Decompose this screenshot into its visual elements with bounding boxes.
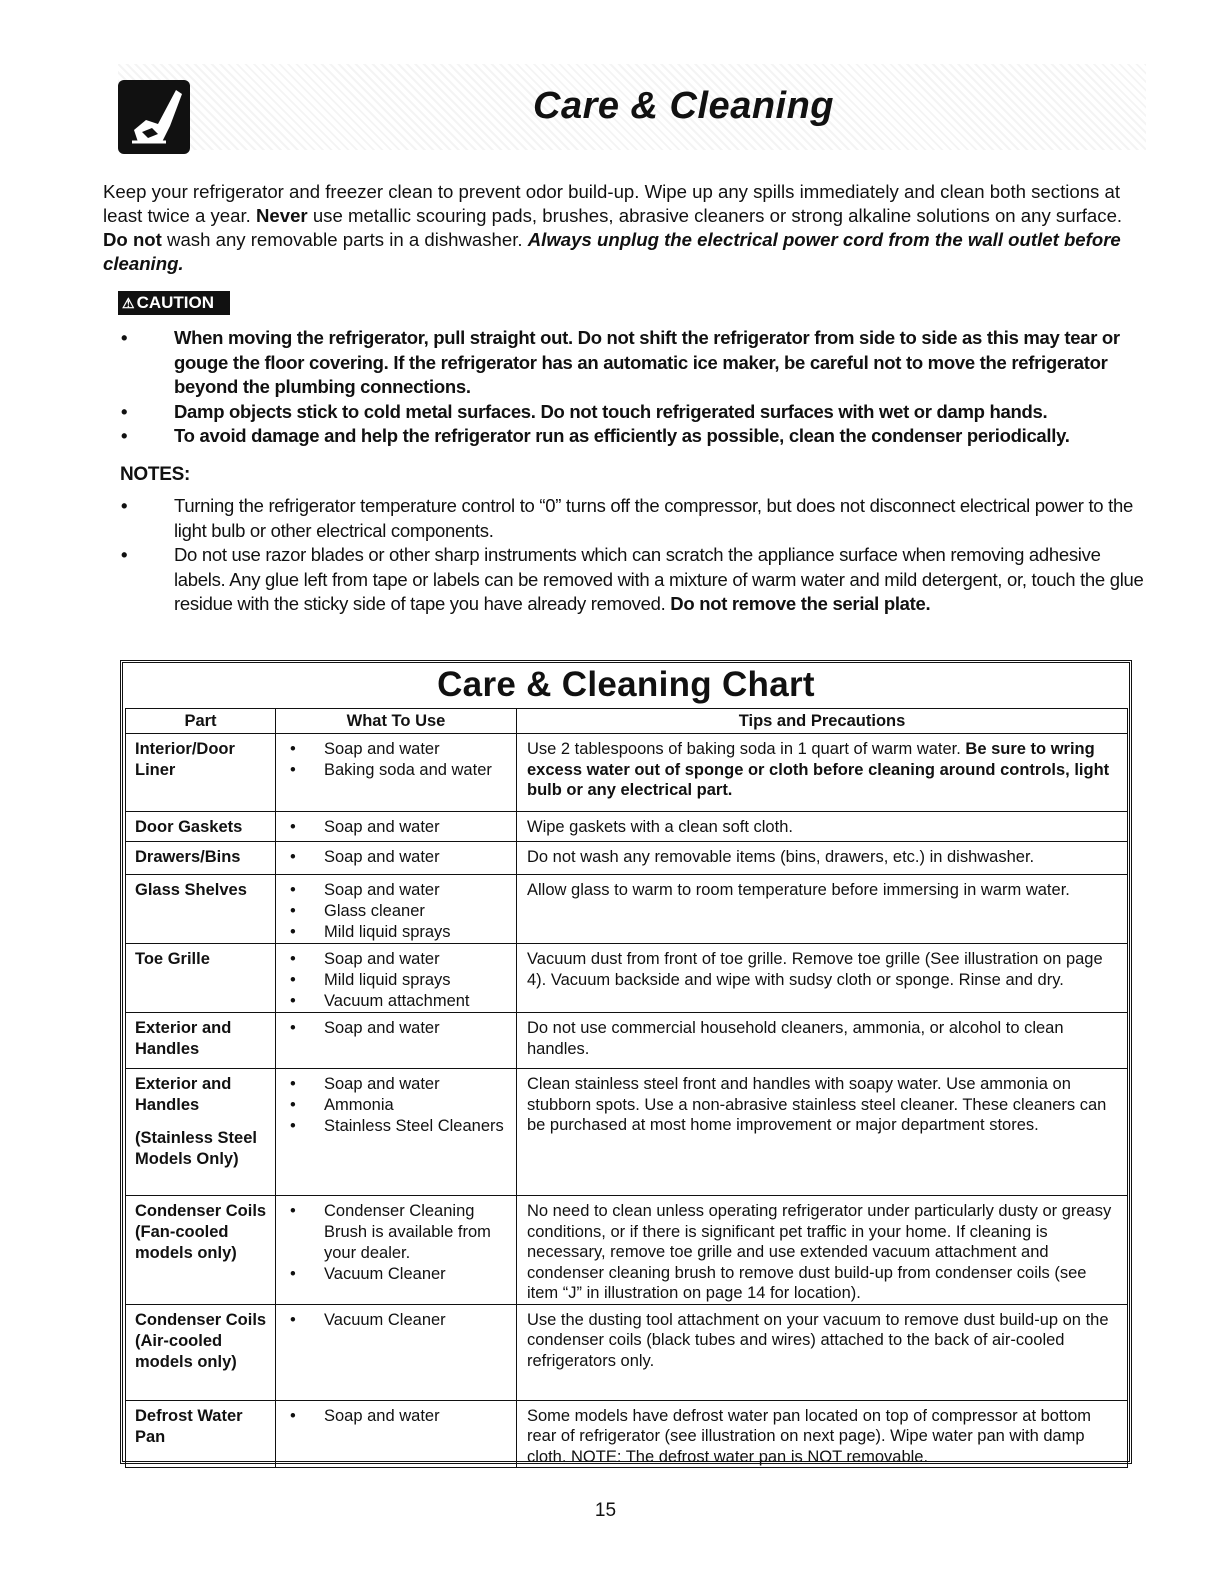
part-cell: Door Gaskets xyxy=(126,812,276,842)
caution-badge: ⚠ CAUTION xyxy=(118,291,230,315)
part-cell: Defrost Water Pan xyxy=(126,1400,276,1468)
tips-cell: Use the dusting tool attachment on your vacuum to remove dust build-up on the condenser coils (black tubes and wires) attached to the back of air-cooled refrigerators only. xyxy=(517,1304,1128,1400)
table-row xyxy=(126,1069,1128,1196)
caution-item: • When moving the refrigerator, pull straight out. Do not shift the refrigerator from side to side as this may tear or gouge the floor covering. If the refrigerator has an automatic ice maker, be careful not to move the refrigerator beyond the plumbing connections. xyxy=(121,327,1120,397)
table-row xyxy=(126,1400,1128,1468)
tips-cell: Do not wash any removable items (bins, drawers, etc.) in dishwasher. xyxy=(517,842,1128,875)
care-cleaning-table xyxy=(125,708,1128,1468)
page-number: 15 xyxy=(594,1500,617,1521)
table-row xyxy=(126,1196,1128,1305)
table-row xyxy=(126,812,1128,842)
note-item: • Do not use razor blades or other sharp instruments which can scratch the appliance surface when removing adhesive labels. Any glue left from tape or labels can be removed with a mixture of warm water and mild detergent, or, touch the glue residue with the sticky side of tape you have already removed. Do not remove the serial plate. xyxy=(121,544,1144,614)
table-row xyxy=(126,1013,1128,1069)
tips-cell: No need to clean unless operating refrigerator under particularly dusty or greasy conditions, or if there is significant pet traffic in your home. If cleaning is necessary, remove toe grille and use extended vacuum attachment and condenser cleaning brush to remove dust build-up from condenser coils (see item “J” in illustration on page 14 for location). xyxy=(517,1196,1128,1305)
what-to-use-cell: • Vacuum Cleaner xyxy=(276,1304,517,1400)
tips-cell: Do not use commercial household cleaners, ammonia, or alcohol to clean handles. xyxy=(517,1013,1128,1069)
tips-cell: Some models have defrost water pan located on top of compressor at bottom rear of refrigerator (see illustration on next page). Wipe water pan with damp cloth. NOTE: The defrost water pan is NOT removable. xyxy=(517,1400,1128,1468)
part-cell: Drawers/Bins xyxy=(126,842,276,875)
tips-cell: Use 2 tablespoons of baking soda in 1 quart of warm water. Be sure to wring excess water out of sponge or cloth before cleaning around controls, light bulb or any electrical part. xyxy=(517,734,1128,812)
intro-paragraph: Keep your refrigerator and freezer clean to prevent odor build-up. Wipe up any spills immediately and clean both sections at least twice a year. Never use metallic scouring pads, brushes, abrasive cleaners or strong alkaline solutions on any surface. Do not wash any removable parts in a dishwasher. Always unplug the electrical power cord from the wall outlet before cleaning. xyxy=(103,181,1123,274)
part-cell: Glass Shelves xyxy=(126,875,276,944)
what-to-use-cell: • Soap and water xyxy=(276,1400,517,1468)
part-cell: Condenser Coils (Air-cooled models only) xyxy=(126,1304,276,1400)
page-title: Care & Cleaning xyxy=(533,85,835,127)
what-to-use-cell: • Condenser Cleaning Brush is available from your dealer. • Vacuum Cleaner xyxy=(276,1196,517,1305)
hand-wiping-icon xyxy=(118,80,190,154)
caution-item: • Damp objects stick to cold metal surfaces. Do not touch refrigerated surfaces with wet or damp hands. xyxy=(121,400,1048,422)
what-to-use-cell: • Soap and water • Baking soda and water xyxy=(276,734,517,812)
what-to-use-cell: • Soap and water xyxy=(276,812,517,842)
tips-cell: Wipe gaskets with a clean soft cloth. xyxy=(517,812,1128,842)
what-to-use-cell: • Soap and water xyxy=(276,842,517,875)
tips-cell: Clean stainless steel front and handles with soapy water. Use ammonia on stubborn spots. Use a non-abrasive stainless steel cleaner. These cleaners can be purchased at most home improvement or major department stores. xyxy=(517,1069,1128,1196)
what-to-use-cell: • Soap and water • Glass cleaner • Mild liquid sprays xyxy=(276,875,517,944)
part-cell: Toe Grille xyxy=(126,944,276,1013)
what-to-use-cell: • Soap and water • Mild liquid sprays • Vacuum attachment xyxy=(276,944,517,1013)
table-row xyxy=(126,734,1128,812)
table-header-row xyxy=(126,709,1128,734)
part-cell: Exterior and Handles xyxy=(126,1013,276,1069)
table-row xyxy=(126,944,1128,1013)
part-cell: Interior/Door Liner xyxy=(126,734,276,812)
caution-list xyxy=(118,326,1148,449)
part-cell: Exterior and Handles (Stainless Steel Models Only) xyxy=(126,1069,276,1196)
header-tips: Tips and Precautions xyxy=(517,709,1128,734)
notes-title: NOTES: xyxy=(120,464,190,485)
what-to-use-cell: • Soap and water • Ammonia • Stainless Steel Cleaners xyxy=(276,1069,517,1196)
table-row xyxy=(126,875,1128,944)
tips-cell: Vacuum dust from front of toe grille. Remove toe grille (See illustration on page 4). Vacuum backside and wipe with sudsy cloth or sponge. Rinse and dry. xyxy=(517,944,1128,1013)
tips-cell: Allow glass to warm to room temperature before immersing in warm water. xyxy=(517,875,1128,944)
table-row xyxy=(126,1304,1128,1400)
notes-list xyxy=(118,494,1148,617)
table-row xyxy=(126,842,1128,875)
warning-triangle-icon: ⚠ xyxy=(122,295,135,311)
caution-item: • To avoid damage and help the refrigerator run as efficiently as possible, clean the condenser periodically. xyxy=(121,425,1070,446)
note-item: • Turning the refrigerator temperature control to “0” turns off the compressor, but does not disconnect electrical power to the light bulb or other electrical components. xyxy=(121,495,1133,541)
header-what-to-use: What To Use xyxy=(276,709,517,734)
chart-title: Care & Cleaning Chart xyxy=(437,665,815,704)
part-cell: Condenser Coils (Fan-cooled models only) xyxy=(126,1196,276,1305)
what-to-use-cell: • Soap and water xyxy=(276,1013,517,1069)
header-part: Part xyxy=(126,709,276,734)
